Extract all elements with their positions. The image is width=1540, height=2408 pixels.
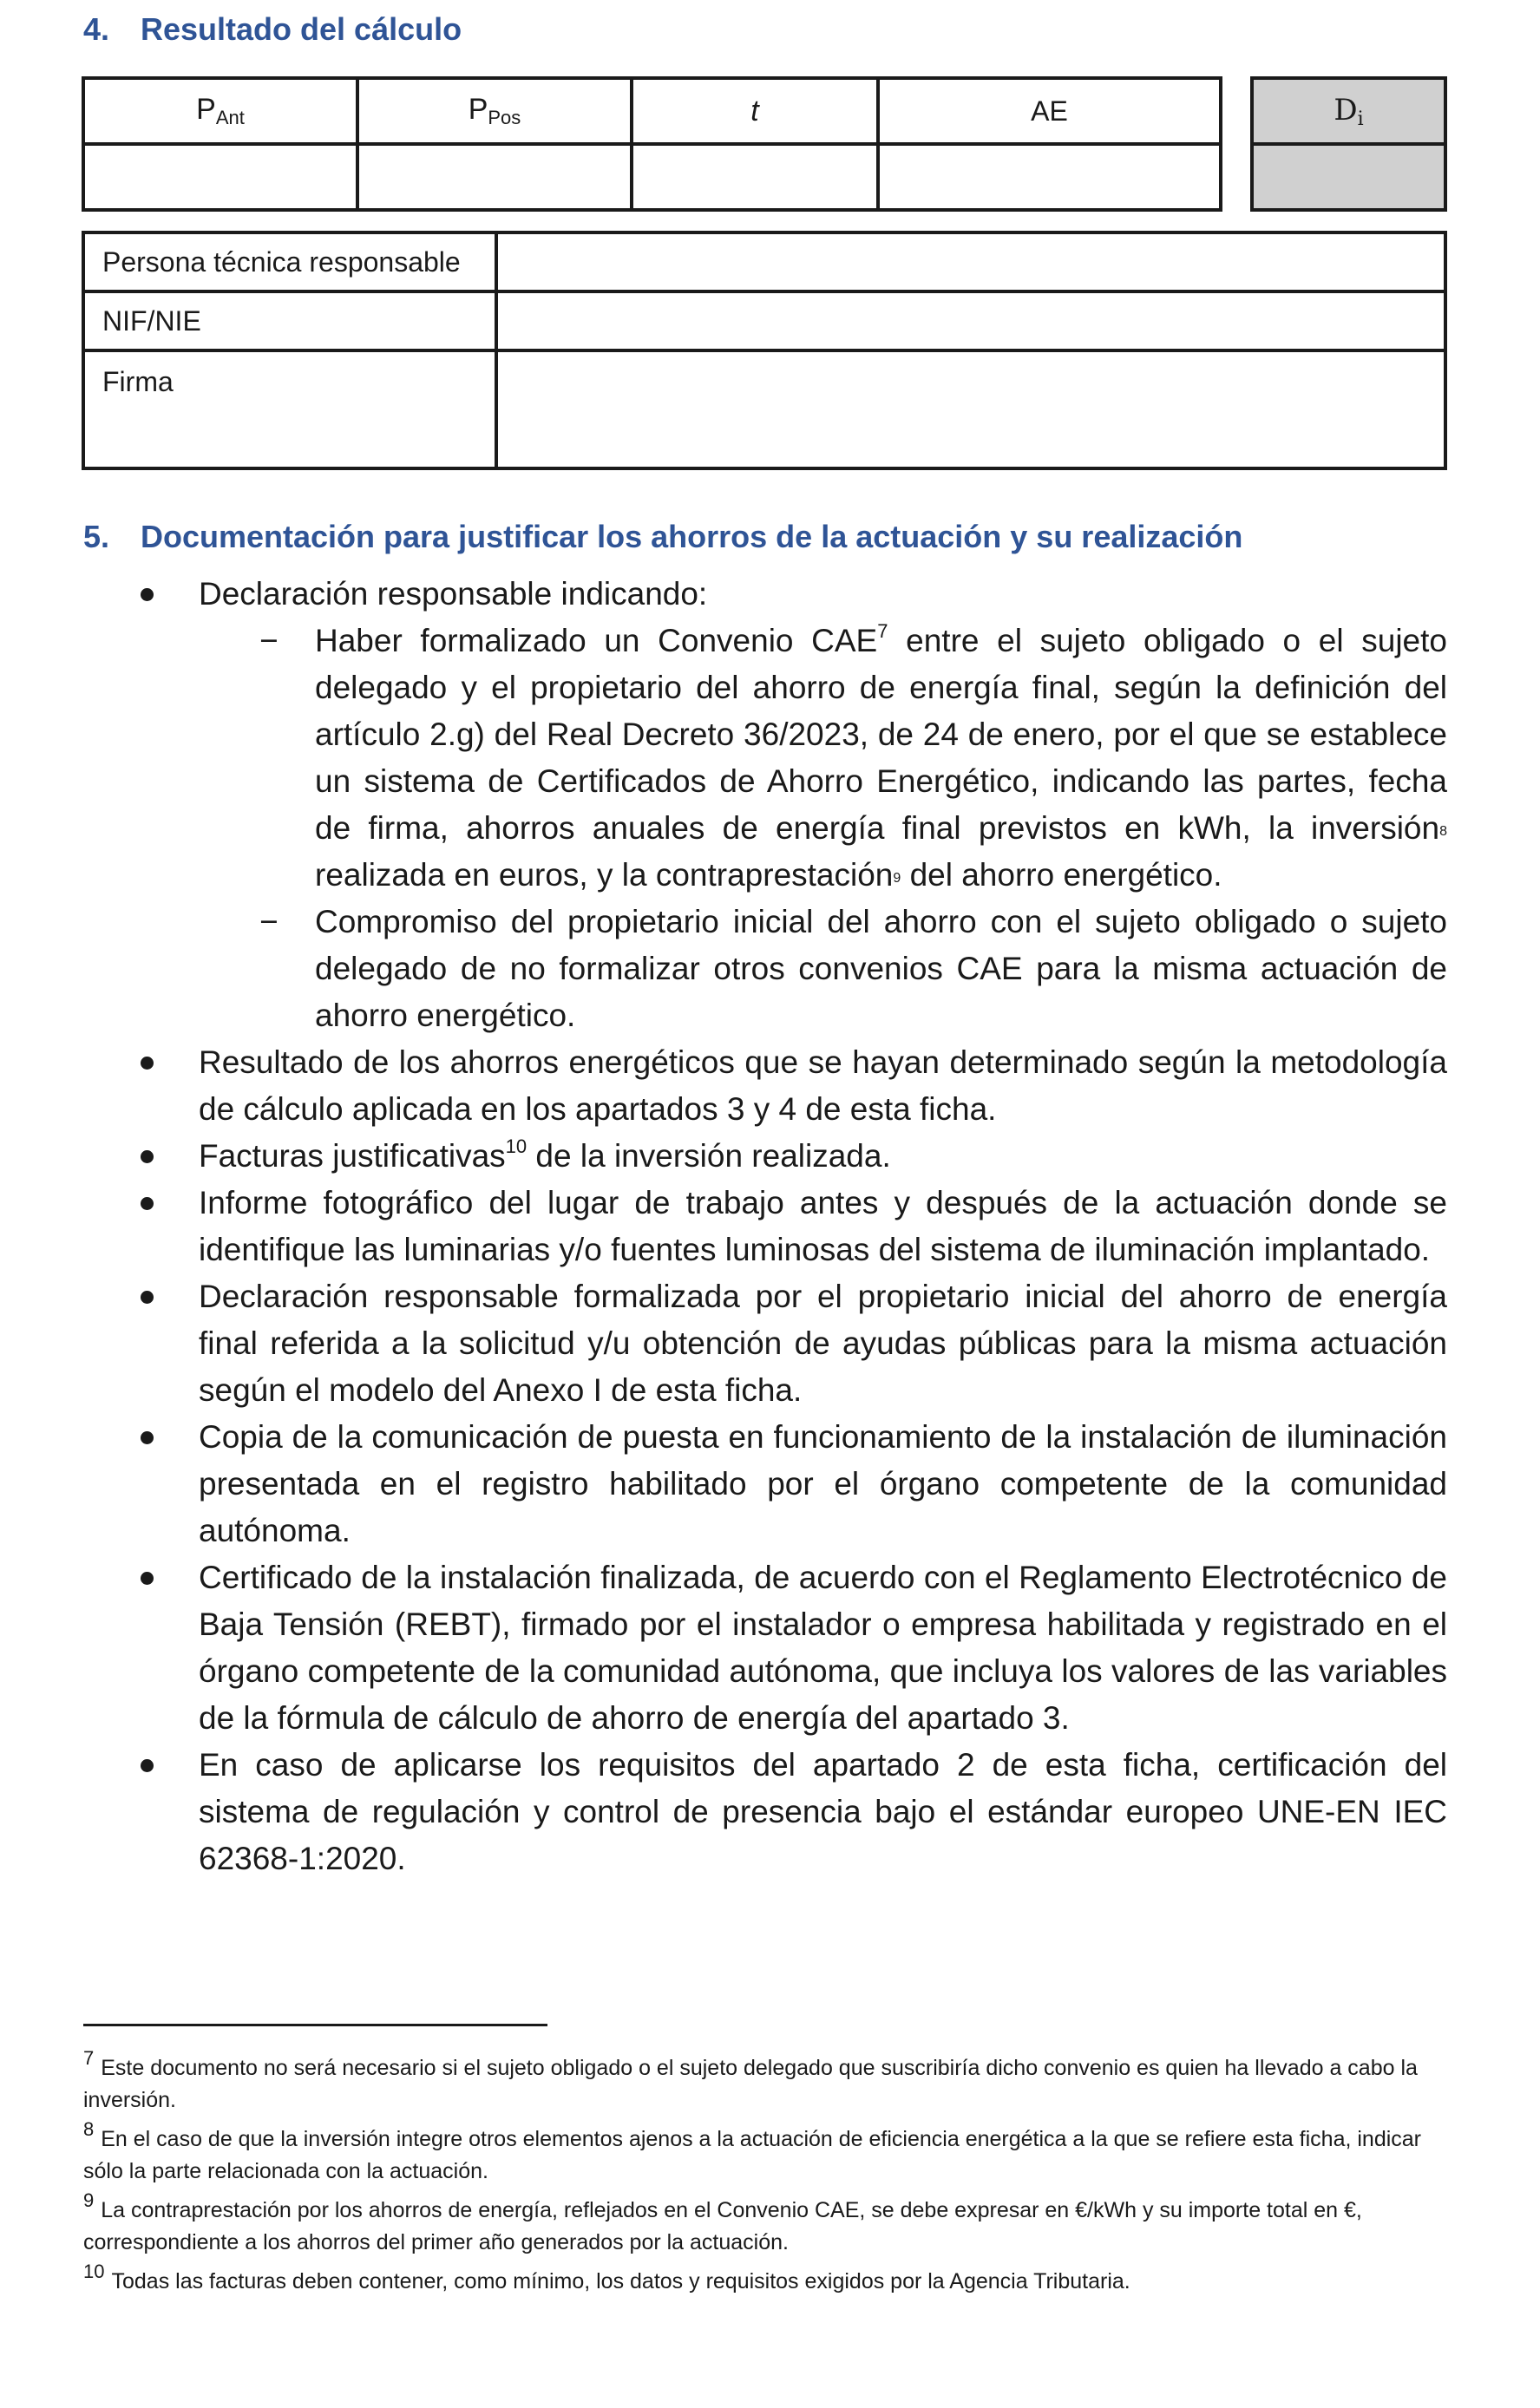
documentation-list xyxy=(0,571,1540,1882)
footnotes xyxy=(83,2047,1454,2305)
sub-list xyxy=(199,618,1447,1039)
header-p-pos: $P_{Pos}$ xyxy=(357,78,632,144)
value-p-pos-cell[interactable] xyxy=(357,144,632,210)
footnote-7: 7 Este documento no será necesario si el sujeto obligado o el sujeto delegado que suscribiría dicho convenio es quien ha llevado a cabo la inversión. xyxy=(83,2047,1418,2112)
footnote-ref-8: 8 xyxy=(1439,824,1447,839)
responsible-person-table xyxy=(82,231,1447,470)
header-t: t xyxy=(632,78,878,144)
header-di: Di xyxy=(1252,78,1445,144)
dash-icon: − xyxy=(259,623,279,658)
bullet-icon xyxy=(141,1150,154,1163)
sub-list-item: − Compromiso del propietario inicial del ahorro con el sujeto obligado o sujeto delegado de no formalizar otros convenios CAE para la misma actuación de ahorro energético. xyxy=(199,899,1447,1039)
footnote-ref-10: 10 xyxy=(505,1135,528,1157)
firma-field[interactable] xyxy=(496,350,1445,468)
di-header-row xyxy=(1252,78,1445,144)
result-table-header-row xyxy=(83,78,1221,144)
firma-label: Firma xyxy=(83,350,496,468)
list-item: Declaración responsable indicando: − Haber formalizado un Convenio CAE$^7$ entre el sujeto obligado o el sujeto delegado y el propietario del ahorro de energía final, según la definición del artículo 2.g) del Real Decreto 36/2023, de 24 de enero, por el que se establece un sistema de Certificados de Ahorro Energético, indicando las partes, fecha de firma, ahorros anuales de energía final previstos en kWh, la inversión8 realizada en euros, y la contraprestación9 del ahorro energético. − Compromiso del propietario inicial del ahorro con el sujeto obligado o sujeto delegado de no formalizar otros convenios CAE para la misma actuación de ahorro energético. xyxy=(0,571,1540,1039)
value-p-ant-cell[interactable] xyxy=(83,144,357,210)
persona-label: Persona técnica responsable xyxy=(83,232,496,291)
value-di-cell xyxy=(1252,144,1445,210)
list-item: Resultado de los ahorros energéticos que se hayan determinado según la metodología de cálculo aplicada en los apartados 3 y 4 de esta ficha. xyxy=(0,1039,1540,1133)
list-item: En caso de aplicarse los requisitos del apartado 2 de esta ficha, certificación del sistema de regulación y control de presencia bajo el estándar europeo UNE-EN IEC 62368-1:2020. xyxy=(0,1742,1540,1882)
list-item: Copia de la comunicación de puesta en funcionamiento de la instalación de iluminación presentada en el registro habilitado por el órgano competente de la comunidad autónoma. xyxy=(0,1414,1540,1554)
bullet-icon xyxy=(141,1572,154,1585)
footnote-8: 8 En el caso de que la inversión integre otros elementos ajenos a la actuación de eficiencia energética a la que se refiere esta ficha, indicar sólo la parte relacionada con la actuación. xyxy=(83,2118,1422,2183)
list-item: Certificado de la instalación finalizada, de acuerdo con el Reglamento Electrotécnico de Baja Tensión (REBT), firmado por el instalador o empresa habilitada y registrado en el órgano competente de la comunidad autónoma, que incluya los valores de las variables de la fórmula de cálculo de ahorro de energía del apartado 3. xyxy=(0,1554,1540,1742)
list-item: Declaración responsable formalizada por el propietario inicial del ahorro de energía final referida a la solicitud y/u obtención de ayudas públicas para la misma actuación según el modelo del Anexo I de esta ficha. xyxy=(0,1273,1540,1414)
bullet-icon xyxy=(141,1197,154,1210)
footnote-ref-9: 9 xyxy=(893,871,901,886)
footnote-separator xyxy=(83,2024,547,2026)
list-item: Facturas justificativas$^{10}$ de la inversión realizada. xyxy=(0,1133,1540,1180)
header-ae: AE xyxy=(878,78,1221,144)
sub-list-item: − Haber formalizado un Convenio CAE$^7$ entre el sujeto obligado o el sujeto delegado y el propietario del ahorro de energía final, según la definición del artículo 2.g) del Real Decreto 36/2023, de 24 de enero, por el que se establece un sistema de Certificados de Ahorro Energético, indicando las partes, fecha de firma, ahorros anuales de energía final previstos en kWh, la inversión8 realizada en euros, y la contraprestación9 del ahorro energético. xyxy=(199,618,1447,899)
firma-row xyxy=(83,350,1445,468)
persona-field[interactable] xyxy=(496,232,1445,291)
nif-label: NIF/NIE xyxy=(83,291,496,350)
nif-row xyxy=(83,291,1445,350)
bullet-icon xyxy=(141,1431,154,1444)
footnote-ref-7: 7 xyxy=(877,620,888,642)
value-t-cell[interactable] xyxy=(632,144,878,210)
di-table xyxy=(1250,76,1447,212)
result-table-value-row xyxy=(83,144,1221,210)
result-table xyxy=(82,76,1222,212)
section-5-heading xyxy=(83,518,1242,556)
list-item: Informe fotográfico del lugar de trabajo antes y después de la actuación donde se identifique las luminarias y/o fuentes luminosas del sistema de iluminación implantado. xyxy=(0,1180,1540,1273)
bullet-icon xyxy=(141,588,154,601)
value-ae-cell[interactable] xyxy=(878,144,1221,210)
bullet-icon xyxy=(141,1057,154,1070)
persona-row xyxy=(83,232,1445,291)
nif-field[interactable] xyxy=(496,291,1445,350)
section-4-heading xyxy=(83,10,462,49)
di-value-row xyxy=(1252,144,1445,210)
section-5-title: Documentación para justificar los ahorros de la actuación y su realización xyxy=(141,519,1243,554)
bullet-icon xyxy=(141,1291,154,1304)
section-5-number: 5. xyxy=(83,519,110,554)
dash-icon: − xyxy=(259,904,279,939)
section-4-title: Resultado del cálculo xyxy=(141,11,462,47)
bullet-icon xyxy=(141,1759,154,1772)
footnote-10: 10 Todas las facturas deben contener, como mínimo, los datos y requisitos exigidos por la Agencia Tributaria. xyxy=(83,2261,1130,2293)
footnote-9: 9 La contraprestación por los ahorros de energía, reflejados en el Convenio CAE, se debe expresar en €/kWh y su importe total en €, correspondiente a los ahorros del primer año generados por la actuación. xyxy=(83,2189,1362,2254)
header-p-ant: $P_{Ant}$ xyxy=(83,78,357,144)
section-4-number: 4. xyxy=(83,11,110,47)
